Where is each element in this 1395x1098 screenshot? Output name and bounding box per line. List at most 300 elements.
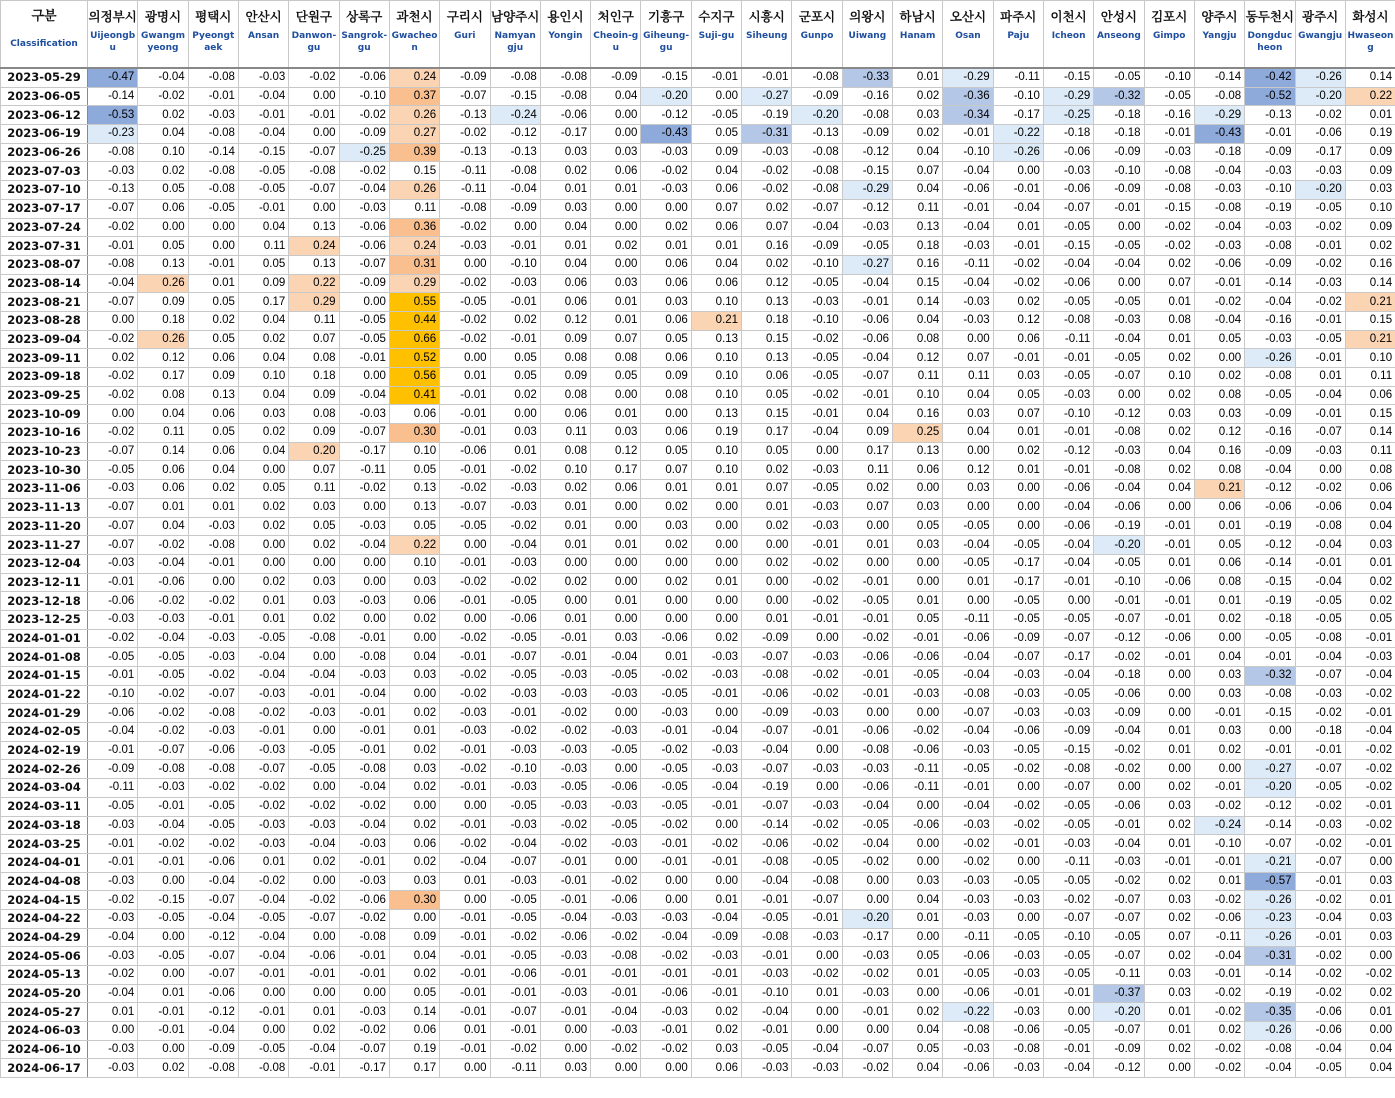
- value-cell: 0.07: [1144, 928, 1194, 947]
- value-cell: -0.03: [88, 816, 138, 835]
- value-cell: -0.03: [1295, 162, 1345, 181]
- value-cell: -0.08: [138, 760, 188, 779]
- value-cell: 0.09: [842, 424, 892, 443]
- value-cell: -0.08: [943, 1022, 993, 1041]
- value-cell: -0.23: [1245, 909, 1295, 928]
- value-cell: -0.43: [1194, 125, 1244, 144]
- value-cell: 0.00: [691, 517, 741, 536]
- value-cell: 0.02: [289, 610, 339, 629]
- value-cell: 0.01: [1345, 891, 1395, 910]
- value-cell: -0.08: [88, 143, 138, 162]
- table-row: [1, 218, 1395, 237]
- table-row: [1, 349, 1395, 368]
- value-cell: -0.29: [1194, 106, 1244, 125]
- value-cell: -0.05: [842, 237, 892, 256]
- value-cell: 0.19: [1345, 125, 1395, 144]
- value-cell: 0.00: [339, 368, 389, 387]
- value-cell: 0.02: [1144, 1040, 1194, 1059]
- value-cell: 0.03: [641, 293, 691, 312]
- value-cell: -0.01: [641, 723, 691, 742]
- value-cell: 0.00: [389, 685, 439, 704]
- value-cell: -0.02: [88, 330, 138, 349]
- value-cell: 0.05: [138, 181, 188, 200]
- value-cell: -0.03: [1144, 143, 1194, 162]
- value-cell: -0.02: [440, 480, 490, 499]
- value-cell: -0.06: [842, 648, 892, 667]
- value-cell: 0.00: [943, 330, 993, 349]
- header-dongducheon: [1245, 1, 1295, 69]
- value-cell: -0.03: [238, 816, 288, 835]
- value-cell: -0.08: [289, 629, 339, 648]
- value-cell: 0.00: [993, 498, 1043, 517]
- value-cell: -0.14: [188, 143, 238, 162]
- value-cell: -0.31: [1245, 947, 1295, 966]
- value-cell: -0.08: [742, 928, 792, 947]
- value-cell: -0.11: [490, 1059, 540, 1078]
- value-cell: 0.08: [1194, 461, 1244, 480]
- value-cell: 0.02: [389, 704, 439, 723]
- value-cell: 0.00: [993, 162, 1043, 181]
- value-cell: -0.01: [1144, 610, 1194, 629]
- value-cell: -0.05: [742, 909, 792, 928]
- value-cell: 0.00: [993, 909, 1043, 928]
- value-cell: -0.10: [1094, 162, 1144, 181]
- value-cell: 0.00: [138, 872, 188, 891]
- value-cell: -0.04: [238, 87, 288, 106]
- value-cell: -0.13: [88, 181, 138, 200]
- value-cell: 0.01: [641, 480, 691, 499]
- value-cell: -0.03: [641, 143, 691, 162]
- value-cell: 0.01: [1144, 723, 1194, 742]
- value-cell: -0.08: [188, 125, 238, 144]
- value-cell: 0.01: [641, 237, 691, 256]
- value-cell: 0.00: [289, 87, 339, 106]
- value-cell: -0.04: [88, 928, 138, 947]
- value-cell: -0.03: [641, 909, 691, 928]
- value-cell: -0.01: [1144, 536, 1194, 555]
- value-cell: -0.02: [1194, 1040, 1244, 1059]
- value-cell: -0.47: [88, 68, 138, 87]
- table-row: [1, 405, 1395, 424]
- value-cell: -0.15: [1245, 704, 1295, 723]
- value-cell: -0.02: [792, 330, 842, 349]
- value-cell: -0.04: [1094, 330, 1144, 349]
- value-cell: -0.19: [1245, 517, 1295, 536]
- value-cell: -0.02: [339, 162, 389, 181]
- value-cell: -0.02: [440, 274, 490, 293]
- value-cell: -0.03: [993, 947, 1043, 966]
- value-cell: 0.03: [540, 143, 590, 162]
- value-cell: -0.16: [842, 87, 892, 106]
- value-cell: -0.02: [641, 816, 691, 835]
- value-cell: -0.02: [540, 835, 590, 854]
- value-cell: -0.01: [238, 1003, 288, 1022]
- value-cell: -0.03: [1094, 311, 1144, 330]
- value-cell: -0.04: [993, 199, 1043, 218]
- value-cell: 0.07: [691, 199, 741, 218]
- value-cell: 0.10: [540, 461, 590, 480]
- value-cell: 0.02: [641, 498, 691, 517]
- value-cell: -0.02: [1194, 891, 1244, 910]
- header-cheoin-gu: [591, 1, 641, 69]
- value-cell: -0.02: [792, 966, 842, 985]
- value-cell: 0.07: [943, 349, 993, 368]
- value-cell: 0.01: [893, 592, 943, 611]
- header-ko: 군포시: [798, 9, 836, 24]
- value-cell: -0.06: [490, 610, 540, 629]
- value-cell: -0.20: [1295, 87, 1345, 106]
- value-cell: -0.02: [138, 685, 188, 704]
- value-cell: 0.02: [742, 255, 792, 274]
- value-cell: -0.03: [893, 685, 943, 704]
- value-cell: -0.03: [742, 1059, 792, 1078]
- value-cell: 0.00: [1094, 274, 1144, 293]
- value-cell: -0.06: [339, 218, 389, 237]
- value-cell: -0.01: [842, 1003, 892, 1022]
- value-cell: -0.03: [339, 872, 389, 891]
- value-cell: -0.03: [238, 741, 288, 760]
- value-cell: 0.06: [540, 405, 590, 424]
- value-cell: -0.01: [792, 610, 842, 629]
- header-ko: 김포시: [1151, 9, 1188, 24]
- value-cell: 0.14: [1345, 274, 1395, 293]
- header-ko: 이천시: [1050, 9, 1087, 24]
- value-cell: -0.03: [88, 909, 138, 928]
- value-cell: -0.02: [440, 218, 490, 237]
- value-cell: -0.01: [792, 405, 842, 424]
- value-cell: 0.13: [389, 498, 439, 517]
- value-cell: 0.00: [188, 218, 238, 237]
- value-cell: -0.01: [1194, 274, 1244, 293]
- value-cell: -0.08: [792, 68, 842, 87]
- value-cell: 0.02: [1194, 610, 1244, 629]
- value-cell: -0.05: [641, 797, 691, 816]
- value-cell: 0.00: [1144, 685, 1194, 704]
- value-cell: -0.09: [1094, 143, 1144, 162]
- value-cell: -0.10: [1043, 928, 1093, 947]
- value-cell: 0.00: [792, 947, 842, 966]
- value-cell: -0.05: [138, 947, 188, 966]
- table-row: [1, 891, 1395, 910]
- value-cell: 0.00: [540, 1022, 590, 1041]
- value-cell: 0.00: [540, 554, 590, 573]
- value-cell: -0.03: [591, 723, 641, 742]
- value-cell: -0.03: [792, 293, 842, 312]
- value-cell: 0.01: [238, 853, 288, 872]
- value-cell: -0.03: [238, 68, 288, 87]
- value-cell: 0.03: [691, 1040, 741, 1059]
- value-cell: -0.01: [138, 853, 188, 872]
- value-cell: -0.01: [238, 106, 288, 125]
- value-cell: -0.02: [792, 592, 842, 611]
- value-cell: 0.02: [1144, 872, 1194, 891]
- value-cell: -0.04: [842, 349, 892, 368]
- value-cell: 0.01: [792, 984, 842, 1003]
- value-cell: 0.24: [389, 237, 439, 256]
- row-date: 2024-05-20: [1, 984, 88, 1003]
- value-cell: -0.04: [1295, 1040, 1345, 1059]
- row-date: 2024-05-06: [1, 947, 88, 966]
- value-cell: 0.02: [490, 311, 540, 330]
- value-cell: -0.01: [792, 909, 842, 928]
- header-en: Suji-gu: [698, 31, 735, 41]
- value-cell: 0.03: [893, 872, 943, 891]
- value-cell: -0.04: [943, 648, 993, 667]
- value-cell: -0.04: [440, 853, 490, 872]
- value-cell: -0.06: [893, 648, 943, 667]
- value-cell: -0.04: [1295, 573, 1345, 592]
- value-cell: 0.00: [1345, 853, 1395, 872]
- value-cell: -0.05: [943, 554, 993, 573]
- value-cell: -0.26: [993, 143, 1043, 162]
- value-cell: -0.05: [1043, 966, 1093, 985]
- value-cell: -0.05: [1043, 816, 1093, 835]
- value-cell: -0.04: [540, 909, 590, 928]
- header-en: Dongducheon: [1247, 31, 1293, 53]
- value-cell: 0.26: [138, 330, 188, 349]
- value-cell: -0.04: [1043, 498, 1093, 517]
- value-cell: 0.09: [1345, 218, 1395, 237]
- value-cell: -0.23: [88, 125, 138, 144]
- value-cell: -0.03: [490, 685, 540, 704]
- value-cell: -0.05: [792, 853, 842, 872]
- value-cell: -0.03: [591, 685, 641, 704]
- value-cell: -0.02: [289, 797, 339, 816]
- header-ko: 처인구: [597, 9, 634, 24]
- value-cell: -0.04: [1094, 255, 1144, 274]
- table-row: [1, 274, 1395, 293]
- value-cell: -0.08: [188, 704, 238, 723]
- value-cell: -0.05: [1043, 872, 1093, 891]
- value-cell: -0.02: [238, 779, 288, 798]
- value-cell: -0.03: [490, 779, 540, 798]
- value-cell: 0.01: [1194, 872, 1244, 891]
- value-cell: -0.03: [490, 480, 540, 499]
- value-cell: -0.04: [691, 779, 741, 798]
- value-cell: 0.00: [389, 909, 439, 928]
- value-cell: 0.13: [691, 330, 741, 349]
- value-cell: -0.01: [339, 349, 389, 368]
- table-row: [1, 181, 1395, 200]
- value-cell: -0.01: [440, 386, 490, 405]
- value-cell: 0.03: [389, 667, 439, 686]
- value-cell: 0.01: [238, 610, 288, 629]
- value-cell: -0.08: [339, 648, 389, 667]
- row-date: 2024-05-27: [1, 1003, 88, 1022]
- value-cell: -0.01: [742, 891, 792, 910]
- value-cell: -0.09: [691, 928, 741, 947]
- value-cell: 0.00: [1094, 218, 1144, 237]
- value-cell: -0.07: [1245, 835, 1295, 854]
- value-cell: -0.03: [591, 1022, 641, 1041]
- value-cell: -0.01: [943, 199, 993, 218]
- value-cell: 0.02: [238, 330, 288, 349]
- row-date: 2024-02-19: [1, 741, 88, 760]
- value-cell: 0.02: [389, 741, 439, 760]
- value-cell: -0.09: [1043, 723, 1093, 742]
- value-cell: 0.02: [1144, 816, 1194, 835]
- row-date: 2024-06-10: [1, 1040, 88, 1059]
- row-date: 2023-06-05: [1, 87, 88, 106]
- value-cell: -0.03: [943, 909, 993, 928]
- value-cell: -0.01: [138, 1022, 188, 1041]
- value-cell: -0.01: [943, 779, 993, 798]
- value-cell: -0.12: [1245, 480, 1295, 499]
- value-cell: -0.02: [842, 966, 892, 985]
- value-cell: -0.06: [943, 1059, 993, 1078]
- value-cell: -0.20: [842, 909, 892, 928]
- value-cell: -0.12: [1094, 405, 1144, 424]
- value-cell: -0.03: [993, 667, 1043, 686]
- value-cell: 0.04: [1345, 1040, 1395, 1059]
- value-cell: -0.07: [1043, 199, 1093, 218]
- value-cell: 0.12: [993, 311, 1043, 330]
- value-cell: 0.02: [641, 573, 691, 592]
- value-cell: 0.02: [188, 311, 238, 330]
- value-cell: -0.05: [289, 760, 339, 779]
- value-cell: -0.03: [188, 648, 238, 667]
- value-cell: -0.03: [993, 704, 1043, 723]
- value-cell: -0.03: [188, 723, 238, 742]
- value-cell: -0.09: [742, 629, 792, 648]
- value-cell: 0.09: [138, 293, 188, 312]
- value-cell: -0.01: [691, 797, 741, 816]
- value-cell: -0.03: [943, 311, 993, 330]
- value-cell: -0.03: [1094, 442, 1144, 461]
- table-row: [1, 125, 1395, 144]
- value-cell: -0.19: [742, 106, 792, 125]
- value-cell: -0.06: [943, 984, 993, 1003]
- value-cell: -0.12: [1094, 629, 1144, 648]
- value-cell: -0.07: [1094, 368, 1144, 387]
- value-cell: 0.09: [188, 368, 238, 387]
- value-cell: 0.02: [1144, 349, 1194, 368]
- value-cell: -0.02: [188, 592, 238, 611]
- header-ko: 광주시: [1302, 9, 1339, 24]
- value-cell: 0.01: [138, 984, 188, 1003]
- value-cell: 0.03: [1345, 536, 1395, 555]
- value-cell: -0.04: [591, 648, 641, 667]
- table-row: [1, 779, 1395, 798]
- value-cell: -0.01: [742, 1022, 792, 1041]
- value-cell: -0.11: [943, 255, 993, 274]
- value-cell: 0.29: [289, 293, 339, 312]
- value-cell: -0.09: [88, 760, 138, 779]
- value-cell: 0.01: [742, 610, 792, 629]
- value-cell: 0.18: [893, 237, 943, 256]
- value-cell: -0.02: [490, 928, 540, 947]
- value-cell: 0.06: [138, 199, 188, 218]
- row-date: 2024-04-15: [1, 891, 88, 910]
- row-date: 2023-09-25: [1, 386, 88, 405]
- value-cell: 0.04: [591, 87, 641, 106]
- value-cell: 0.00: [88, 405, 138, 424]
- value-cell: 0.07: [842, 498, 892, 517]
- value-cell: 0.06: [389, 405, 439, 424]
- table-row: [1, 835, 1395, 854]
- value-cell: 0.00: [540, 592, 590, 611]
- table-row: [1, 255, 1395, 274]
- value-cell: 0.00: [1094, 386, 1144, 405]
- value-cell: 0.00: [842, 891, 892, 910]
- value-cell: -0.57: [1245, 872, 1295, 891]
- value-cell: 0.04: [1345, 498, 1395, 517]
- value-cell: -0.31: [742, 125, 792, 144]
- value-cell: -0.01: [842, 685, 892, 704]
- value-cell: 0.19: [389, 1040, 439, 1059]
- value-cell: -0.20: [1245, 779, 1295, 798]
- value-cell: -0.02: [289, 891, 339, 910]
- value-cell: 0.00: [289, 984, 339, 1003]
- value-cell: 0.66: [389, 330, 439, 349]
- value-cell: 0.01: [591, 405, 641, 424]
- value-cell: -0.02: [88, 368, 138, 387]
- value-cell: -0.25: [1043, 106, 1093, 125]
- row-date: 2023-10-09: [1, 405, 88, 424]
- value-cell: -0.07: [943, 704, 993, 723]
- value-cell: -0.02: [842, 853, 892, 872]
- value-cell: 0.00: [1043, 592, 1093, 611]
- value-cell: -0.02: [641, 947, 691, 966]
- value-cell: -0.12: [188, 1003, 238, 1022]
- header-en: Gimpo: [1152, 31, 1186, 41]
- header-en: Icheon: [1051, 31, 1086, 41]
- value-cell: 0.01: [1144, 835, 1194, 854]
- value-cell: 0.06: [893, 461, 943, 480]
- value-cell: 0.01: [842, 536, 892, 555]
- value-cell: -0.05: [188, 797, 238, 816]
- value-cell: -0.07: [792, 891, 842, 910]
- value-cell: 0.06: [188, 405, 238, 424]
- value-cell: -0.36: [943, 87, 993, 106]
- value-cell: -0.26: [1245, 928, 1295, 947]
- value-cell: -0.03: [490, 872, 540, 891]
- value-cell: -0.07: [289, 909, 339, 928]
- value-cell: -0.06: [1043, 517, 1093, 536]
- value-cell: 0.00: [289, 872, 339, 891]
- value-cell: 0.00: [893, 554, 943, 573]
- value-cell: 0.36: [389, 218, 439, 237]
- value-cell: -0.01: [691, 853, 741, 872]
- row-date: 2024-03-04: [1, 779, 88, 798]
- value-cell: -0.02: [1295, 984, 1345, 1003]
- value-cell: -0.01: [440, 424, 490, 443]
- value-cell: -0.05: [138, 648, 188, 667]
- row-date: 2023-11-13: [1, 498, 88, 517]
- value-cell: -0.03: [792, 498, 842, 517]
- value-cell: -0.02: [792, 386, 842, 405]
- value-cell: 0.00: [1345, 1022, 1395, 1041]
- value-cell: -0.05: [641, 685, 691, 704]
- value-cell: -0.03: [792, 461, 842, 480]
- value-cell: 0.03: [1194, 667, 1244, 686]
- value-cell: 0.00: [1245, 723, 1295, 742]
- header-ko: 평택시: [195, 9, 232, 24]
- value-cell: 0.00: [742, 592, 792, 611]
- value-cell: -0.02: [641, 741, 691, 760]
- value-cell: -0.07: [742, 797, 792, 816]
- value-cell: -0.06: [842, 330, 892, 349]
- value-cell: -0.08: [188, 68, 238, 87]
- table-row: [1, 480, 1395, 499]
- value-cell: -0.25: [339, 143, 389, 162]
- value-cell: 0.00: [440, 797, 490, 816]
- value-cell: -0.07: [88, 517, 138, 536]
- value-cell: -0.10: [1144, 68, 1194, 87]
- value-cell: -0.11: [993, 68, 1043, 87]
- value-cell: 0.00: [138, 218, 188, 237]
- value-cell: -0.02: [641, 162, 691, 181]
